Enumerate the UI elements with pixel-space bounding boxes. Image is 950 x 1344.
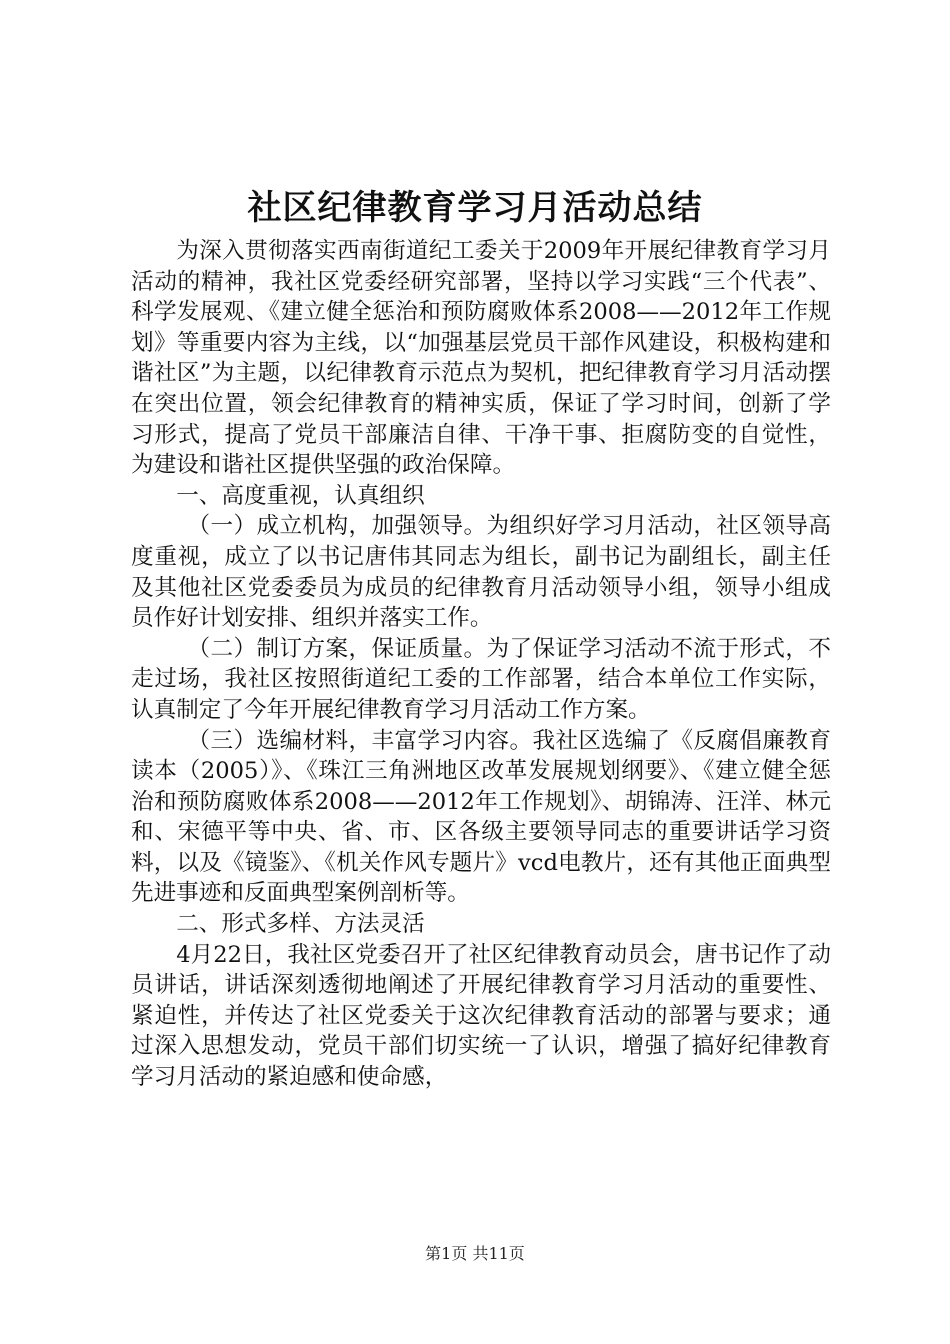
intro-paragraph: 为深入贯彻落实西南街道纪工委关于2009年开展纪律教育学习月活动的精神，我社区党委经研究部署，坚持以学习实践“三个代表”、科学发展观、《建立健全惩治和预防腐败体系2008——2012年工作规划》等重要内容为主线，以“加强基层党员干部作风建设，积极构建和谐社区”为主题，以纪律教育示范点为契机，把纪律教育学习月活动摆在突出位置，领会纪律教育的精神实质，保证了学习时间，创新了学习形式，提高了党员干部廉洁自律、干净干事、拒腐防变的自觉性，为建设和谐社区提供坚强的政治保障。	[131, 238, 831, 479]
section-heading-1: 一、高度重视，认真组织	[176, 482, 425, 509]
subsection-paragraph-3: （三）选编材料，丰富学习内容。我社区选编了《反腐倡廉教育读本（2005）》、《珠江三角洲地区改革发展规划纲要》、《建立健全惩治和预防腐败体系2008——2012年工作规划》、胡锦涛、汪洋、林元和、宋德平等中央、省、市、区各级主要领导同志的重要讲话学习资料，以及《镜鉴》、《机关作风专题片》vcd电教片，还有其他正面典型先进事迹和反面典型案例剖析等。	[131, 727, 831, 907]
section-2-paragraph: 4月22日，我社区党委召开了社区纪律教育动员会，唐书记作了动员讲话，讲话深刻透彻地阐述了开展纪律教育学习月活动的重要性、紧迫性，并传达了社区党委关于这次纪律教育活动的部署与要求；通过深入思想发动，党员干部们切实统一了认识，增强了搞好纪律教育学习月活动的紧迫感和使命感，	[131, 941, 831, 1091]
document-title: 社区纪律教育学习月活动总结	[247, 188, 703, 228]
subsection-paragraph-2: （二）制订方案，保证质量。为了保证学习活动不流于形式，不走过场，我社区按照街道纪工委的工作部署，结合本单位工作实际，认真制定了今年开展纪律教育学习月活动工作方案。	[131, 635, 831, 723]
section-heading-2: 二、形式多样、方法灵活	[176, 911, 425, 938]
document-body	[131, 236, 831, 1093]
page-footer: 第1页 共11页	[425, 1244, 525, 1263]
subsection-paragraph-1: （一）成立机构，加强领导。为组织好学习月活动，社区领导高度重视，成立了以书记唐伟其同志为组长，副书记为副组长，副主任及其他社区党委委员为成员的纪律教育月活动领导小组，领导小组成员作好计划安排、组织并落实工作。	[131, 513, 831, 632]
